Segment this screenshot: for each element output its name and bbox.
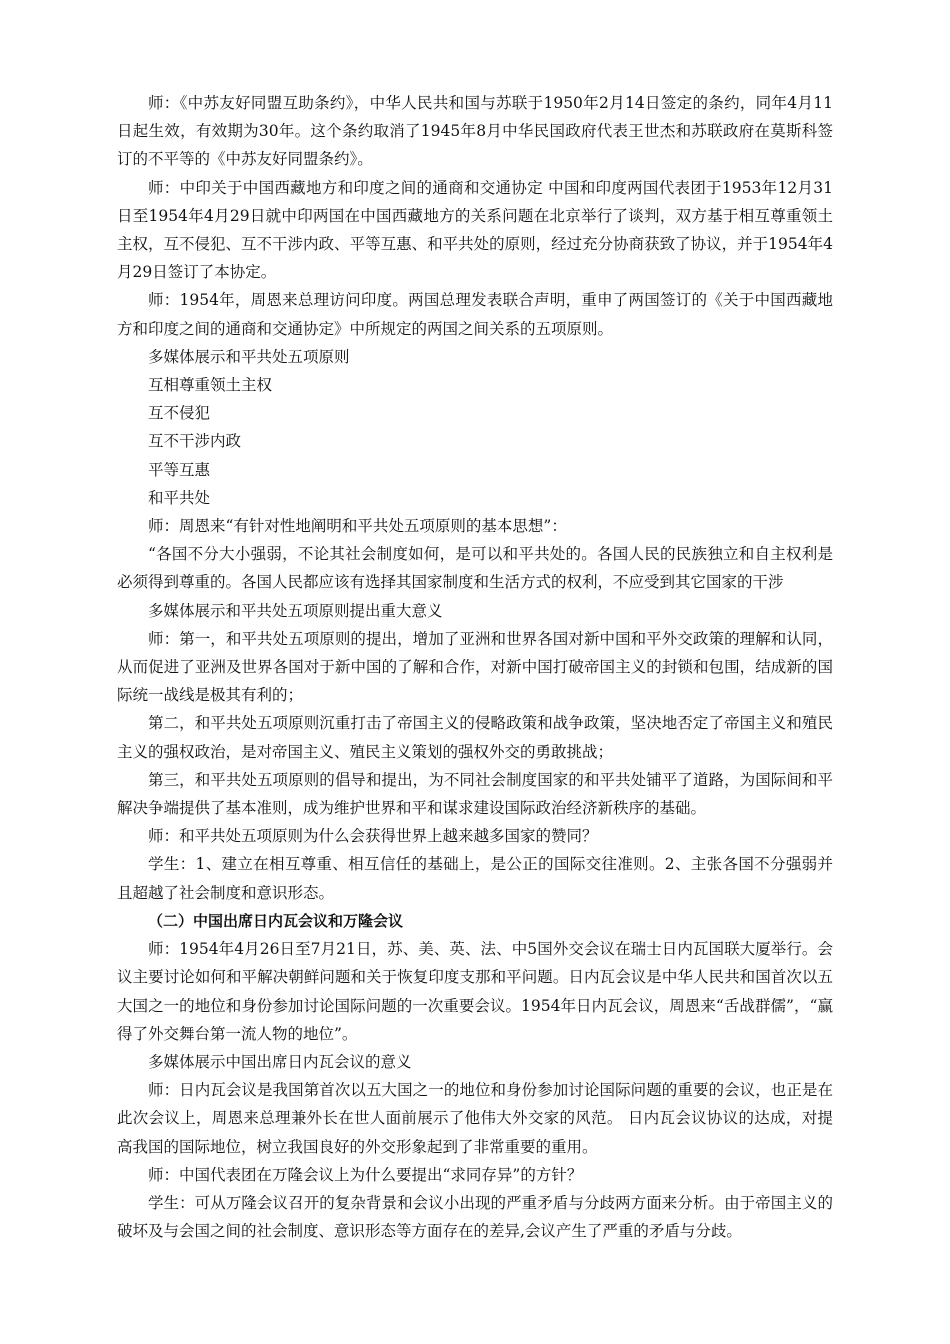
paragraph: 师：周恩来“有针对性地阐明和平共处五项原则的基本思想”： xyxy=(148,517,567,536)
principle-item: 平等互惠 xyxy=(148,460,211,479)
paragraph: 师：1954年，周恩来总理访问印度。两国总理发表联合声明，重申了两国签订的《关于中国西藏地方和印度之间的通商和交通协定》中所规定的两国之间关系的五项原则。 xyxy=(117,291,833,338)
paragraph: 多媒体展示中国出席日内瓦会议的意义 xyxy=(148,1052,412,1071)
section-heading: （二）中国出席日内瓦会议和万隆会议 xyxy=(148,911,404,930)
paragraph: 师：和平共处五项原则为什么会获得世界上越来越多国家的赞同？ xyxy=(148,827,598,846)
paragraph: 师：日内瓦会议是我国第首次以五大国之一的地位和身份参加讨论国际问题的重要的会议，也正是在此次会议上，周恩来总理兼外长在世人面前展示了他伟大外交家的风范。 日内瓦会议协议的达成，对提高我国的国际地位，树立我国良好的外交形象起到了非常重要的重用。 xyxy=(117,1081,833,1156)
paragraph: 学生：1、建立在相互尊重、相互信任的基础上，是公正的国际交往准则。2、主张各国不分强弱并且超越了社会制度和意识形态。 xyxy=(117,855,833,902)
paragraph: 师：中印关于中国西藏地方和印度之间的通商和交通协定 中国和印度两国代表团于1953年12月31日至1954年4月29日就中印两国在中国西藏地方的关系问题在北京举行了谈判，双方基于相互尊重领土主权，互不侵犯、互不干涉内政、平等互惠、和平共处的原则，经过充分协商获致了协议，并于1954年4月29日签订了本协定。 xyxy=(117,178,833,282)
paragraph: 第三，和平共处五项原则的倡导和提出，为不同社会制度国家的和平共处铺平了道路，为国际间和平解决争端提供了基本准则，成为维护世界和平和谋求建设国际政治经济新秩序的基础。 xyxy=(117,770,833,818)
paragraph: 师：第一，和平共处五项原则的提出，增加了亚洲和世界各国对新中国和平外交政策的理解和认同，从而促进了亚洲及世界各国对于新中国的了解和合作，对新中国打破帝国主义的封锁和包围，结成新的国际统一战线是极其有利的； xyxy=(117,629,833,705)
document-body xyxy=(117,89,833,1245)
quote-paragraph: “各国不分大小强弱，不论其社会制度如何，是可以和平共处的。各国人民的民族独立和自主权利是必须得到尊重的。各国人民都应该有选择其国家制度和生活方式的权利，不应受到其它国家的干涉 xyxy=(117,545,833,592)
paragraph: 师：《中苏友好同盟互助条约》，中华人民共和国与苏联于1950年2月14日签定的条约，同年4月11日起生效，有效期为30年。这个条约取消了1945年8月中华民国政府代表王世杰和苏联政府在莫斯科签订的不平等的《中苏友好同盟条约》。 xyxy=(117,94,833,169)
paragraph: 多媒体展示和平共处五项原则 xyxy=(148,347,350,366)
paragraph: 师：1954年4月26日至7月21日，苏、美、英、法、中5国外交会议在瑞士日内瓦国联大厦举行。会议主要讨论如何和平解决朝鲜问题和关于恢复印度支那和平问题。日内瓦会议是中华人民共和国首次以五大国之一的地位和身份参加讨论国际问题的一次重要会议。1954年日内瓦会议，周恩来“舌战群儒”，“赢得了外交舞台第一流人物的地位”。 xyxy=(117,940,833,1043)
paragraph: 学生：可从万隆会议召开的复杂背景和会议小出现的严重矛盾与分歧两方面来分析。由于帝国主义的破坏及与会国之间的社会制度、意识形态等方面存在的差异,会议产生了严重的矛盾与分歧。 xyxy=(117,1193,833,1241)
principle-item: 互不干涉内政 xyxy=(148,432,242,451)
principle-item: 互不侵犯 xyxy=(148,404,211,423)
principle-item: 和平共处 xyxy=(148,488,211,507)
paragraph: 多媒体展示和平共处五项原则提出重大意义 xyxy=(148,601,443,620)
paragraph: 第二，和平共处五项原则沉重打击了帝国主义的侵略政策和战争政策，坚决地否定了帝国主义和殖民主义的强权政治，是对帝国主义、殖民主义策划的强权外交的勇敢挑战； xyxy=(117,714,833,761)
principle-item: 互相尊重领土主权 xyxy=(148,376,273,395)
paragraph: 师：中国代表团在万隆会议上为什么要提出“求同存异”的方针？ xyxy=(148,1165,583,1184)
